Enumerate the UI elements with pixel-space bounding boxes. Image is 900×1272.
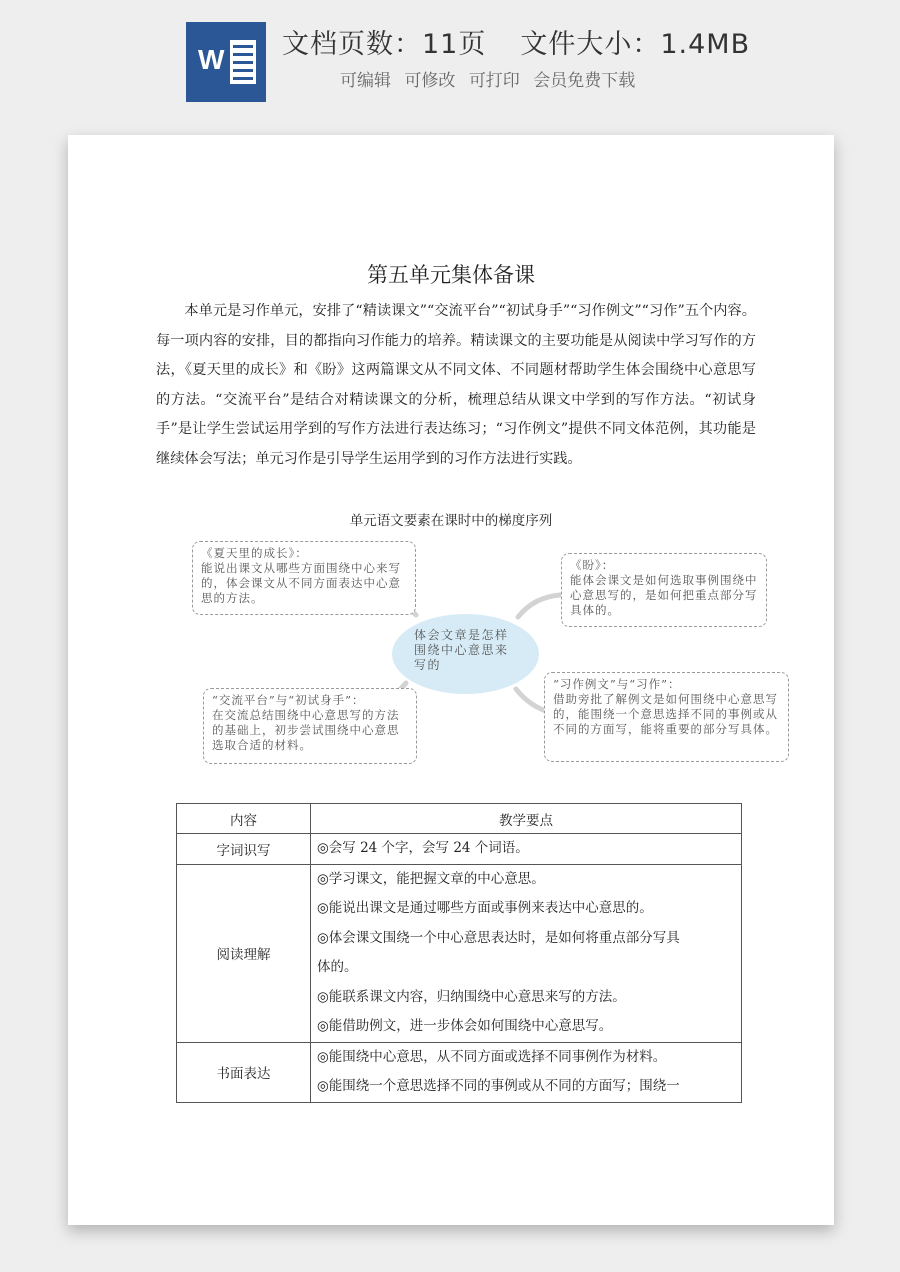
teaching-point: ◎能围绕中心意思，从不同方面或选择不同事例作为材料。 [317, 1048, 667, 1065]
teaching-point: ◎能借助例文，进一步体会如何围绕中心意思写。 [317, 1018, 613, 1034]
node-text: 在交流总结围绕中心意思写的方法的基础上，初步尝试围绕中心意思选取合适的材料。 [212, 708, 400, 752]
node-text: 借助旁批了解例文是如何围绕中心意思写的，能围绕一个意思选择不同的事例或从不同的方面写，能将重要的部分写具体。 [553, 692, 778, 736]
node-heading: “交流平台”与“初试身手”： [212, 693, 365, 707]
table-row [177, 834, 742, 865]
connector-top-right [518, 595, 560, 617]
feature-printable: 可打印 [468, 71, 520, 91]
mind-map [68, 135, 834, 835]
word-letter: W [198, 44, 225, 75]
node-text: 能体会课文是如何选取事例围绕中心意思写的，是如何把重点部分写具体的。 [570, 573, 758, 617]
teaching-points-table [176, 803, 742, 1103]
table-row [177, 1042, 742, 1102]
row-category: 阅读理解 [177, 864, 311, 1042]
row-category: 字词识写 [177, 834, 311, 865]
node-example-essay [544, 672, 789, 762]
file-info [282, 22, 784, 61]
teaching-point: ◎能联系课文内容，归纳围绕中心意思来写的方法。 [317, 988, 626, 1005]
row-points [311, 834, 742, 865]
feature-editable: 可编辑 [340, 71, 391, 91]
node-summer-growth [192, 541, 416, 615]
teaching-point: ◎会写 24 个字，会写 24 个词语。 [317, 840, 529, 856]
center-node: 体会文章是怎样围绕中心意思来写的 [392, 614, 539, 694]
node-text: 能说出课文从哪些方面围绕中心来写的，体会课文从不同方面表达中心意思的方法。 [201, 561, 401, 605]
node-heading: 《盼》： [570, 558, 615, 572]
page-title: 第五单元集体备课 [367, 263, 535, 287]
word-document-icon [186, 22, 266, 102]
diagram-title: 单元语文要素在课时中的梯度序列 [349, 513, 553, 529]
table-row [177, 864, 742, 1042]
teaching-point: ◎体会课文围绕一个中心意思表达时，是如何将重点部分写具 [317, 929, 680, 946]
document-lines-icon [230, 40, 256, 84]
node-heading: “习作例文”与“习作”： [553, 677, 681, 691]
download-banner [0, 0, 900, 110]
feature-modifiable: 可修改 [404, 71, 456, 91]
row-points [311, 864, 742, 1042]
teaching-point: ◎能围绕一个意思选择不同的事例或从不同的方面写；围绕一 [317, 1078, 680, 1094]
header-teaching-points: 教学要点 [311, 804, 742, 834]
row-category: 书面表达 [177, 1042, 311, 1102]
node-exchange-platform [203, 688, 417, 764]
intro-paragraph: 本单元是习作单元，安排了“精读课文”“交流平台”“初试身手”“习作例文”“习作”五个内容。每一项内容的安排，目的都指向习作能力的培养。精读课文的主要功能是从阅读中学习写作的方法，《夏天里的成长》和《盼》这两篇课文从不同文体、不同题材帮助学生体会围绕中心意思写的方法。“交流平台”是结合对精读课文的分析，梳理总结从课文中学到的写作方法。“初试身手”是让学生尝试运用学到的写作方法进行表达练习；“习作例文”提供不同文体范例，其功能是继续体会写法；单元习作是引导学生运用学到的习作方法进行实践。 [156, 303, 756, 467]
node-heading: 《夏天里的成长》： [201, 546, 308, 560]
header-content: 内容 [177, 804, 311, 834]
document-page [68, 135, 834, 1225]
teaching-point: 体的。 [317, 959, 358, 975]
row-points [311, 1042, 742, 1102]
teaching-point: ◎学习课文，能把握文章的中心意思。 [317, 870, 545, 887]
feature-list [340, 66, 643, 91]
page-count: 文档页数：11页 [282, 29, 487, 60]
table-header-row [177, 804, 742, 834]
teaching-point: ◎能说出课文是通过哪些方面或事例来表达中心意思的。 [317, 900, 653, 916]
file-size: 文件大小：1.4MB [520, 29, 751, 60]
feature-member-download: 会员免费下载 [533, 71, 636, 91]
node-pan [561, 553, 767, 627]
